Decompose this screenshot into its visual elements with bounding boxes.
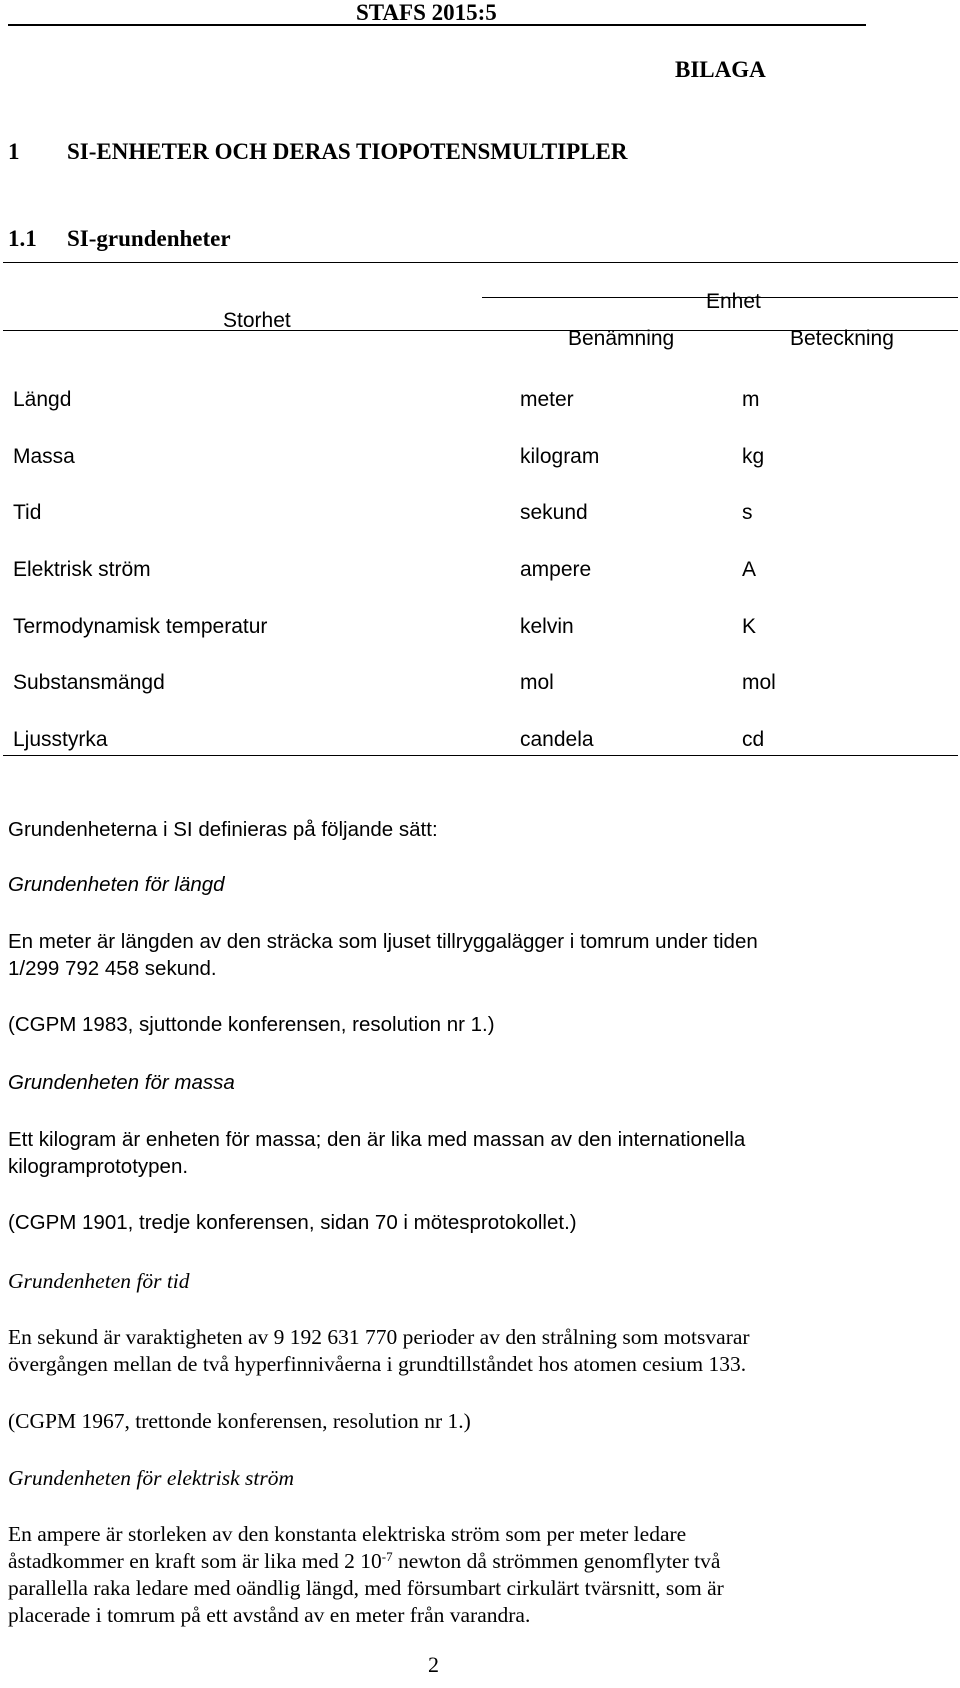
table-cell-symbol: s (742, 501, 753, 524)
length-definition-line: En meter är längden av den sträcka som ljuset tillryggalägger i tomrum under tiden (8, 930, 758, 953)
current-definition-line: placerade i tomrum på ett avstånd av en meter från varandra. (8, 1603, 531, 1627)
length-definition-line: 1/299 792 458 sekund. (8, 957, 217, 980)
length-heading: Grundenheten för längd (8, 873, 225, 896)
current-definition-text: åstadkommer en kraft som är lika med 2 10 (8, 1549, 382, 1573)
subsection-number: 1.1 (8, 226, 37, 251)
current-definition-line: En ampere är storleken av den konstanta elektriska ström som per meter ledare (8, 1522, 687, 1546)
table-cell-symbol: kg (742, 445, 765, 468)
table-cell-name: ampere (520, 558, 592, 581)
table-cell-name: candela (520, 728, 594, 751)
current-definition-line (8, 1548, 863, 1575)
length-definition (8, 928, 863, 982)
page-number: 2 (428, 1652, 439, 1677)
section-title: SI-ENHETER OCH DERAS TIOPOTENSMULTIPLER (67, 139, 628, 164)
table-cell-name: kilogram (520, 445, 600, 468)
column-header-unit: Enhet (706, 290, 761, 313)
time-reference: (CGPM 1967, trettonde konferensen, resolution nr 1.) (8, 1409, 471, 1433)
mass-definition-line: Ett kilogram är enheten för massa; den är lika med massan av den internationella (8, 1128, 746, 1151)
table-top-rule (3, 262, 958, 263)
section-heading (8, 139, 627, 165)
current-definition-line: parallella raka ledare med oändlig längd, med försumbart cirkulärt tvärsnitt, som är (8, 1576, 724, 1600)
column-header-symbol: Beteckning (790, 327, 894, 350)
length-reference: (CGPM 1983, sjuttonde konferensen, resolution nr 1.) (8, 1013, 495, 1036)
table-cell-symbol: K (742, 615, 757, 638)
mass-heading: Grundenheten för massa (8, 1071, 235, 1094)
table-cell-quantity: Massa (13, 445, 75, 468)
table-bottom-rule (3, 755, 958, 756)
subsection-title: SI-grundenheter (67, 226, 231, 251)
table-cell-name: meter (520, 388, 574, 411)
table-cell-name: sekund (520, 501, 588, 524)
header-rule (8, 24, 866, 26)
time-definition-line: övergången mellan de två hyperfinnivåerna i grundtillståndet hos atomen cesium 133. (8, 1352, 747, 1376)
column-header-quantity: Storhet (223, 309, 291, 332)
table-cell-symbol: m (742, 388, 760, 411)
time-heading: Grundenheten för tid (8, 1269, 190, 1293)
table-cell-quantity: Elektrisk ström (13, 558, 151, 581)
time-definition (8, 1324, 863, 1378)
exponent: -7 (381, 1549, 393, 1564)
mass-definition (8, 1126, 863, 1180)
document-header: STAFS 2015:5 (356, 0, 497, 25)
current-definition (8, 1521, 863, 1629)
table-cell-symbol: mol (742, 671, 776, 694)
subsection-heading (8, 226, 231, 252)
table-cell-quantity: Längd (13, 388, 72, 411)
intro-text: Grundenheterna i SI definieras på följande sätt: (8, 818, 438, 841)
current-heading: Grundenheten för elektrisk ström (8, 1466, 295, 1490)
annex-label: BILAGA (675, 57, 766, 82)
table-cell-quantity: Termodynamisk temperatur (13, 615, 268, 638)
section-number: 1 (8, 139, 20, 164)
table-cell-quantity: Substansmängd (13, 671, 165, 694)
time-definition-line: En sekund är varaktigheten av 9 192 631 770 perioder av den strålning som motsvarar (8, 1325, 750, 1349)
column-header-name: Benämning (568, 327, 675, 350)
table-cell-name: kelvin (520, 615, 574, 638)
mass-reference: (CGPM 1901, tredje konferensen, sidan 70 i mötesprotokollet.) (8, 1211, 577, 1234)
table-cell-symbol: A (742, 558, 757, 581)
current-definition-text: newton då strömmen genomflyter två (392, 1549, 721, 1573)
table-cell-quantity: Tid (13, 501, 42, 524)
table-cell-name: mol (520, 671, 554, 694)
table-cell-quantity: Ljusstyrka (13, 728, 108, 751)
table-cell-symbol: cd (742, 728, 765, 751)
mass-definition-line: kilogramprototypen. (8, 1155, 189, 1178)
